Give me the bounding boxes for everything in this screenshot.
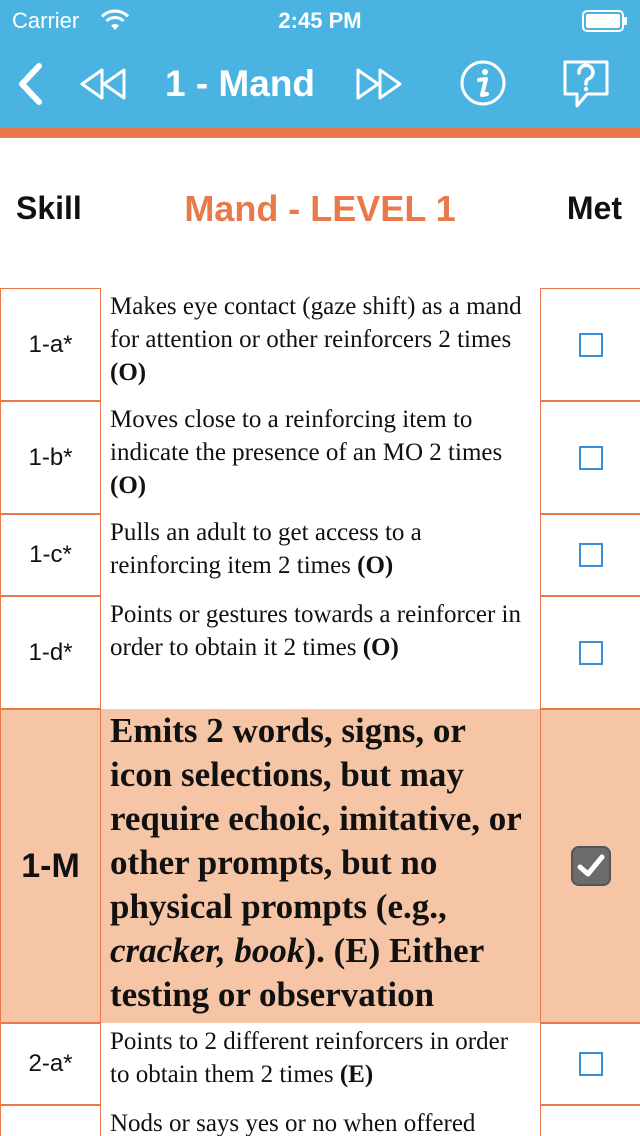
- skill-column-header: Skill: [16, 190, 82, 226]
- skill-description: Pulls an adult to get access to a reinforcing item 2 times (O): [110, 519, 422, 579]
- met-checkbox[interactable]: [579, 641, 603, 665]
- met-checkbox-checked[interactable]: [571, 846, 611, 886]
- info-button[interactable]: [458, 58, 508, 108]
- help-question-icon: [561, 58, 611, 110]
- table-row: [0, 514, 640, 596]
- rewind-icon: [78, 66, 130, 102]
- skill-id: 1-a*: [0, 288, 101, 401]
- met-column-header: Met: [566, 190, 622, 226]
- table-row: [0, 1105, 640, 1136]
- skill-id: 1-d*: [0, 596, 101, 709]
- back-chevron-icon: [15, 62, 45, 106]
- level-title: Mand - LEVEL 1: [184, 188, 456, 229]
- skill-description: Moves close to a reinforcing item to indicate the presence of an MO 2 times (O): [110, 406, 503, 499]
- met-cell: [540, 1023, 640, 1105]
- clock: 2:45 PM: [278, 8, 362, 33]
- skill-id: [0, 1105, 101, 1136]
- skill-id: 1-c*: [0, 514, 101, 596]
- fast-forward-icon: [352, 66, 404, 102]
- met-checkbox[interactable]: [579, 543, 603, 567]
- back-button[interactable]: [10, 60, 50, 108]
- status-bar: [0, 0, 640, 40]
- skill-description: Makes eye contact (gaze shift) as a mand for attention or other reinforcers 2 times (O): [110, 293, 522, 386]
- met-cell: [540, 596, 640, 709]
- met-checkbox[interactable]: [579, 446, 603, 470]
- info-icon: [459, 59, 507, 107]
- met-checkbox[interactable]: [579, 1052, 603, 1076]
- table-row: [0, 401, 640, 514]
- table-row: [0, 288, 640, 401]
- skill-description: Emits 2 words, signs, or icon selections, but may require echoic, imitative, or other prompts, but no physical prompts (e.g., cracker, book). (E) Either testing or observation: [110, 711, 522, 1014]
- skill-description: Nods or says yes or no when offered: [110, 1110, 476, 1136]
- carrier-label: Carrier: [12, 8, 80, 33]
- help-button[interactable]: [560, 56, 612, 112]
- previous-skill-button[interactable]: [78, 64, 130, 104]
- met-cell: [540, 709, 640, 1023]
- met-cell: [540, 401, 640, 514]
- next-skill-button[interactable]: [352, 64, 404, 104]
- met-cell: [540, 514, 640, 596]
- navigation-bar: [0, 40, 640, 128]
- header-divider: [0, 128, 640, 138]
- met-cell: [540, 288, 640, 401]
- skill-description: Points or gestures towards a reinforcer in order to obtain it 2 times (O): [110, 601, 521, 661]
- skills-table: [0, 288, 640, 1136]
- table-row: [0, 596, 640, 709]
- met-cell: [540, 1105, 640, 1136]
- skill-id: 1-b*: [0, 401, 101, 514]
- battery-icon: [582, 10, 628, 32]
- table-row: [0, 1023, 640, 1105]
- skill-id: 1-M: [0, 709, 101, 1023]
- skill-id: 2-a*: [0, 1023, 101, 1105]
- page-title: 1 - Mand: [164, 63, 316, 104]
- met-checkbox[interactable]: [579, 333, 603, 357]
- checkmark-icon: [576, 853, 606, 879]
- mastery-row: [0, 709, 640, 1023]
- skill-description: Points to 2 different reinforcers in order to obtain them 2 times (E): [110, 1028, 509, 1088]
